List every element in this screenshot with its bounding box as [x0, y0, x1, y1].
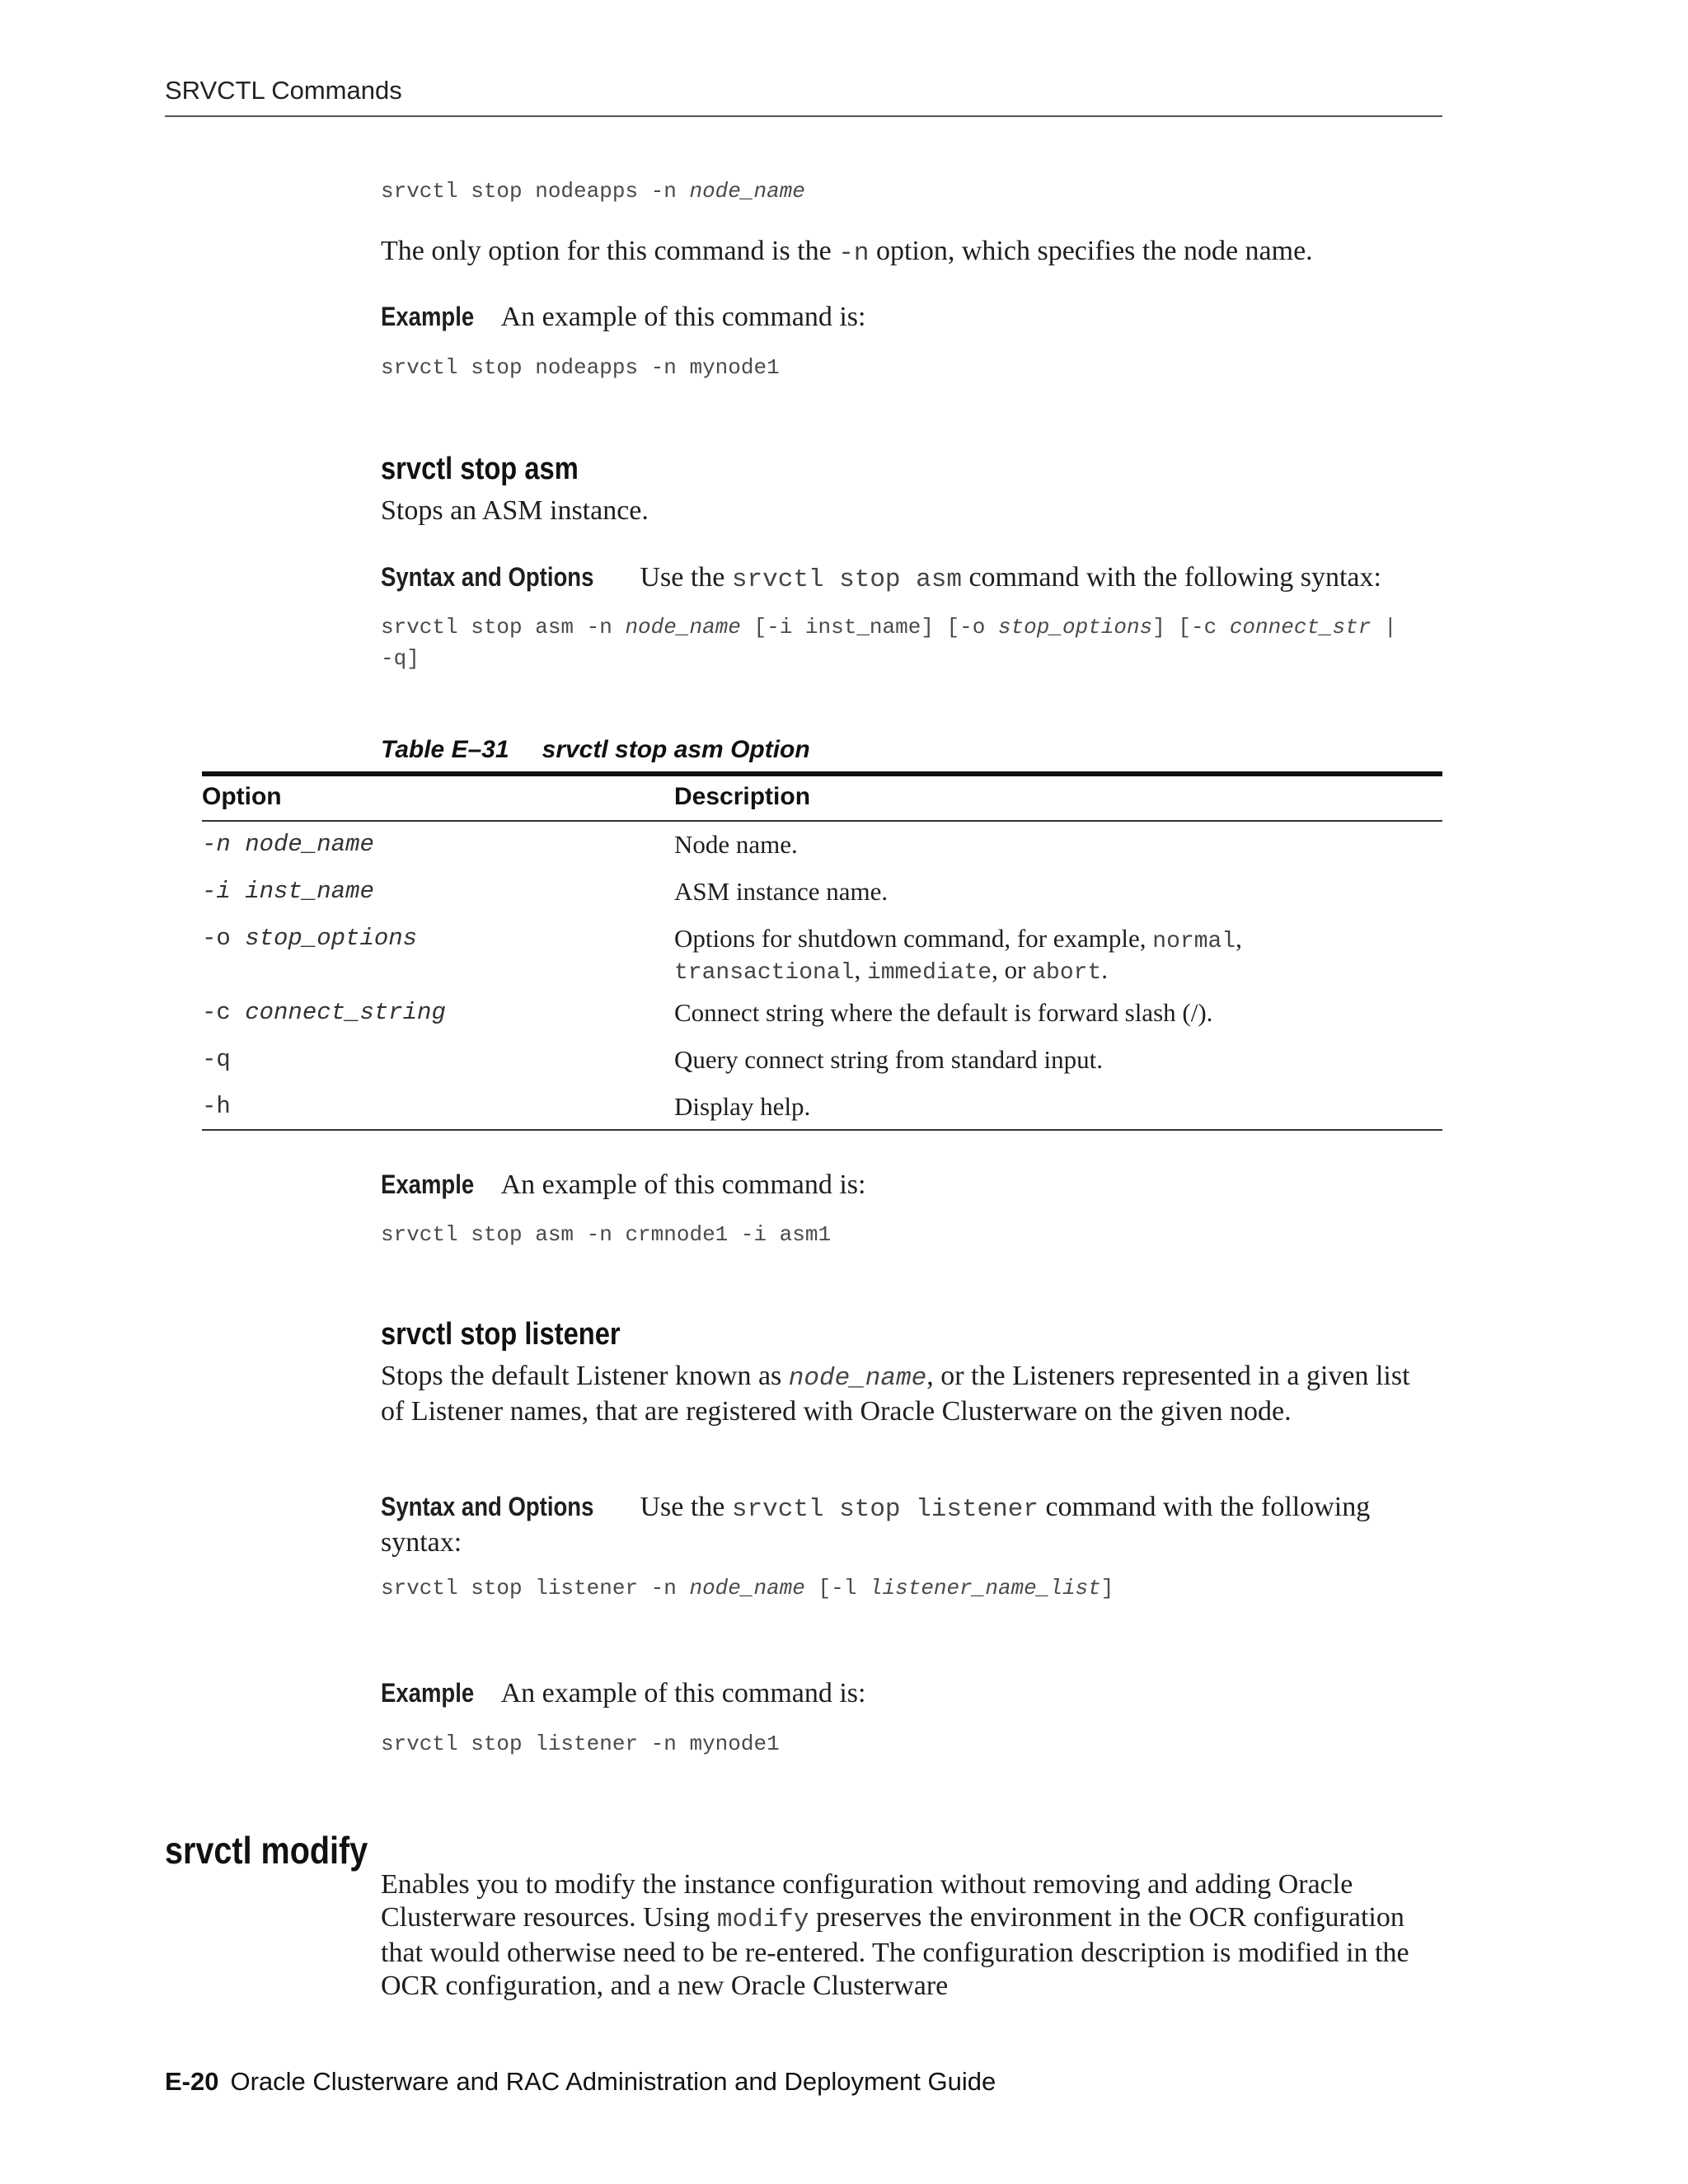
listener-example [381, 1676, 1411, 1710]
table-row-description: Connect string where the default is forward slash (/). [674, 998, 1213, 1027]
row2-v1: normal [1152, 929, 1236, 954]
table-row-description: Query connect string from standard input. [674, 1045, 1103, 1074]
row3-arg: connect_string [245, 999, 446, 1026]
listener-syntax-post: command with the following syntax: [381, 1492, 1371, 1558]
table-caption-title: srvctl stop asm Option [542, 736, 810, 763]
asm-example [381, 1168, 1411, 1202]
table-caption-number: Table E–31 [381, 736, 509, 763]
asm-syntax-post: command with the following syntax: [961, 562, 1381, 593]
nodeapps-option-pre: The only option for this command is the [381, 236, 839, 266]
table-row-description: Display help. [674, 1092, 811, 1121]
asm-syn-e: ] [-c [1152, 615, 1230, 640]
nodeapps-example-text: An example of this command is: [500, 302, 866, 332]
listener-desc-post: , or the Listeners represented in a given list of Listener names, that are registered with Oracle Clusterware on the given node. [381, 1361, 1410, 1427]
nodeapps-option-post: option, which specifies the node name. [869, 236, 1313, 266]
listener-syntax-code: srvctl stop listener [731, 1495, 1039, 1524]
listener-desc [381, 1360, 1411, 1428]
nodeapps-example [381, 300, 1411, 334]
row2-flag: -o [202, 925, 246, 952]
nodeapps-option-code: -n [838, 239, 870, 268]
listener-example-label: Example [381, 1678, 475, 1708]
asm-syntax-label: Syntax and Options [381, 562, 594, 592]
asm-syntax-code: srvctl stop asm [731, 565, 962, 594]
row1-flag: -i [202, 878, 246, 905]
asm-syntax-text [381, 560, 1411, 597]
listener-example-text: An example of this command is: [500, 1678, 866, 1708]
table-row-description: Options for shutdown command, for example, normal, transactional, immediate, or abort. [674, 924, 1242, 986]
row2-desc-pre: Options for shutdown command, for example, [674, 924, 1153, 953]
nodeapps-syntax-arg: node_name [689, 179, 805, 204]
lis-syn-b: node_name [689, 1576, 805, 1601]
table-row-option [202, 999, 446, 1026]
modify-desc [381, 1868, 1411, 2003]
asm-syn-a: srvctl stop asm -n [381, 615, 626, 640]
lis-syn-a: srvctl stop listener -n [381, 1576, 690, 1601]
page-footer [165, 2067, 996, 2097]
table-caption [381, 736, 810, 764]
listener-heading-wrap [381, 1317, 659, 1352]
modify-desc-code: modify [716, 1905, 809, 1934]
nodeapps-example-code: srvctl stop nodeapps -n mynode1 [381, 355, 780, 380]
asm-syn-f: connect_str [1229, 615, 1372, 640]
table-bottom-rule [202, 1129, 1442, 1131]
asm-syn-d: stop_options [997, 615, 1153, 640]
listener-syntax-text [381, 1490, 1411, 1559]
table-header-description: Description [674, 783, 811, 810]
asm-heading: srvctl stop asm [381, 452, 579, 486]
listener-syntax-label: Syntax and Options [381, 1492, 594, 1521]
table-header-rule [202, 820, 1442, 822]
row3-flag: -c [202, 999, 246, 1026]
modify-heading: srvctl modify [165, 1829, 368, 1872]
table-row-option [202, 925, 417, 952]
asm-syntax-pre: Use the [640, 562, 732, 593]
header-rule [165, 115, 1442, 117]
asm-syn-b: node_name [625, 615, 741, 640]
listener-heading: srvctl stop listener [381, 1317, 621, 1352]
lis-syn-d: listener_name_list [869, 1576, 1101, 1601]
asm-desc: Stops an ASM instance. [381, 495, 649, 526]
row0-flag: -n [202, 831, 246, 858]
table-row-description: ASM instance name. [674, 877, 889, 906]
asm-example-label: Example [381, 1169, 475, 1199]
modify-desc-post: preserves the environment in the OCR configuration that would otherwise need to be re-entered. The configuration description is modified in the OCR configuration, and a new Oracle Clusterware [381, 1902, 1409, 2001]
book-title: Oracle Clusterware and RAC Administration and Deployment Guide [230, 2067, 996, 2096]
table-row-option [202, 878, 374, 905]
row2-v4: abort [1032, 960, 1102, 986]
asm-syn-c: [-i inst_name] [-o [740, 615, 998, 640]
nodeapps-option-text [381, 235, 1411, 270]
listener-example-code: srvctl stop listener -n mynode1 [381, 1732, 780, 1756]
listener-syntax-pre: Use the [640, 1492, 732, 1522]
asm-syntax-line1 [381, 615, 1397, 640]
table-row-option [202, 831, 374, 858]
page-number: E-20 [165, 2067, 219, 2096]
row1-arg: inst_name [245, 878, 374, 905]
asm-example-code: srvctl stop asm -n crmnode1 -i asm1 [381, 1222, 832, 1247]
row2-v2: transactional [674, 960, 855, 986]
nodeapps-syntax [381, 179, 805, 204]
table-row-option [202, 1046, 231, 1073]
lis-syn-e: ] [1100, 1576, 1114, 1601]
lis-syn-c: [-l [804, 1576, 870, 1601]
table-top-rule [202, 771, 1442, 776]
running-header: SRVCTL Commands [165, 76, 402, 105]
row2-arg: stop_options [245, 925, 418, 952]
table-header-option: Option [202, 783, 282, 810]
asm-syntax-line2: -q] [381, 646, 420, 671]
asm-example-text: An example of this command is: [500, 1169, 866, 1200]
listener-desc-code: node_name [788, 1364, 927, 1393]
nodeapps-example-label: Example [381, 302, 475, 331]
listener-desc-pre: Stops the default Listener known as [381, 1361, 789, 1391]
row5-flag: -h [202, 1093, 231, 1120]
nodeapps-syntax-cmd: srvctl stop nodeapps -n [381, 179, 690, 204]
listener-syntax-line [381, 1576, 1114, 1601]
row0-arg: node_name [245, 831, 374, 858]
modify-desc-pre: Enables you to modify the instance configuration without removing and adding Oracle Clusterware resources. Using [381, 1869, 1353, 1933]
asm-heading-wrap [381, 452, 611, 487]
row4-flag: -q [202, 1046, 231, 1073]
row2-v3: immediate [866, 960, 992, 986]
table-row-option [202, 1093, 231, 1120]
table-row-description: Node name. [674, 830, 798, 859]
asm-syn-g: | [1371, 615, 1397, 640]
modify-heading-wrap [165, 1828, 401, 1872]
